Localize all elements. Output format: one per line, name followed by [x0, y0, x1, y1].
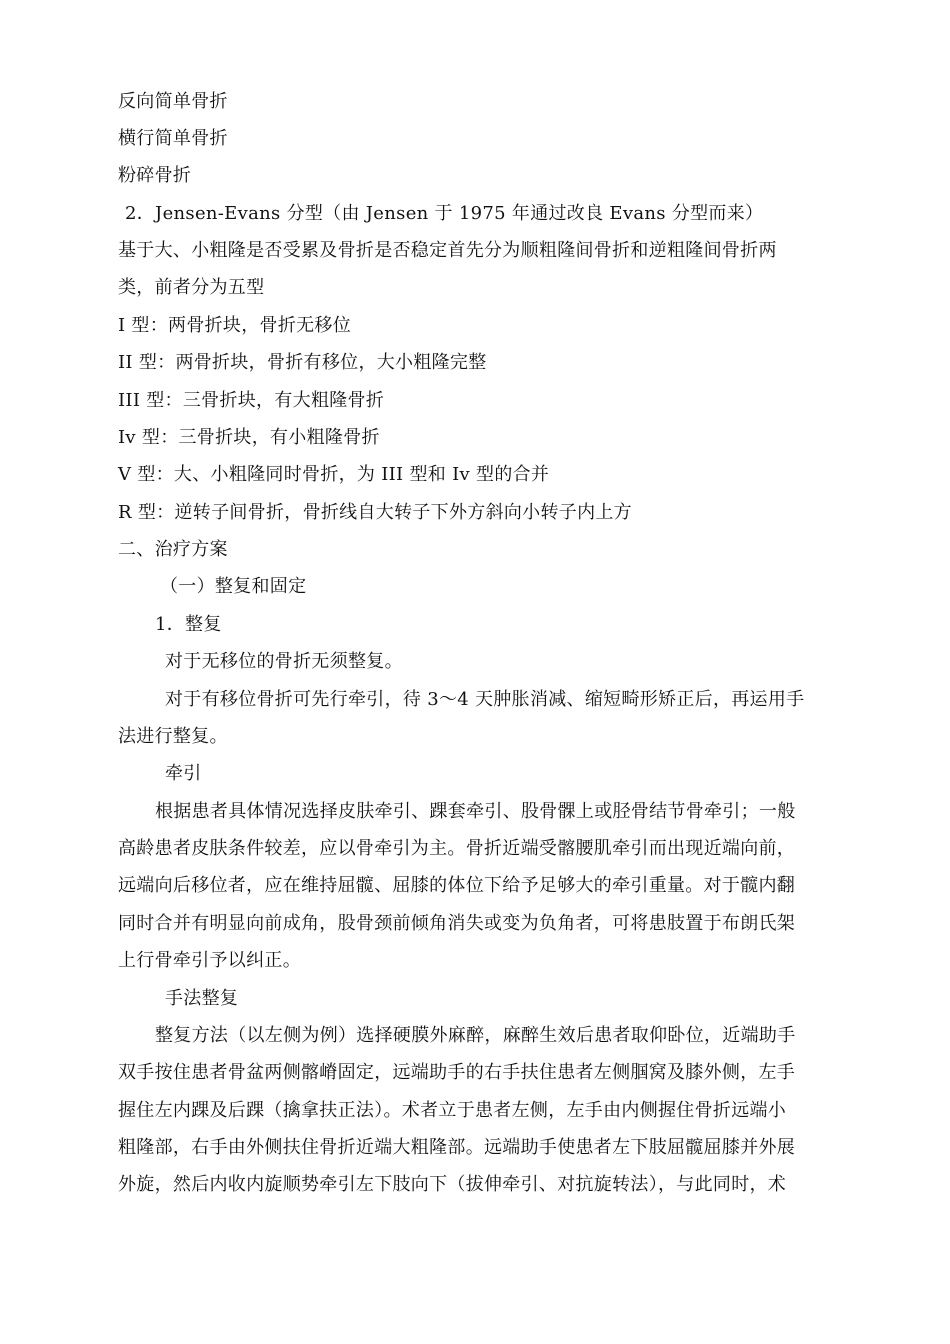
text-line: 法进行整复。	[118, 726, 228, 747]
subsection-heading: 牵引	[165, 763, 202, 784]
text-line: 对于有移位骨折可先行牵引，待 3～4 天肿胀消减、缩短畸形矫正后，再运用手	[165, 689, 805, 710]
text-line: 反向简单骨折	[118, 91, 228, 112]
text-line: 外旋，然后内收内旋顺势牵引左下肢向下（拔伸牵引、对抗旋转法），与此同时，术	[118, 1174, 787, 1195]
text-line: 同时合并有明显向前成角，股骨颈前倾角消失或变为负角者，可将患肢置于布朗氏架	[118, 913, 796, 934]
text-line: 上行骨牵引予以纠正。	[118, 950, 301, 971]
text-line: 横行简单骨折	[118, 128, 228, 149]
list-item: Iv 型：三骨折块，有小粗隆骨折	[118, 427, 380, 448]
section-heading: 2．Jensen-Evans 分型（由 Jensen 于 1975 年通过改良 Evans 分型而来）	[125, 203, 764, 224]
text-line: 双手按住患者骨盆两侧髂嵴固定，远端助手的右手扶住患者左侧腘窝及膝外侧，左手	[118, 1062, 796, 1083]
list-item: I 型：两骨折块，骨折无移位	[118, 315, 352, 336]
text-line: 基于大、小粗隆是否受累及骨折是否稳定首先分为顺粗隆间骨折和逆粗隆间骨折两	[118, 240, 777, 261]
text-line: 粉碎骨折	[118, 165, 192, 186]
text-line: 握住左内踝及后踝（擒拿扶正法）。术者立于患者左侧，左手由内侧握住骨折远端小	[118, 1100, 787, 1121]
subsection-heading: 手法整复	[165, 988, 239, 1009]
list-item: R 型：逆转子间骨折，骨折线自大转子下外方斜向小转子内上方	[118, 502, 632, 523]
list-item: III 型：三骨折块，有大粗隆骨折	[118, 390, 385, 411]
subsection-heading: 1．整复	[155, 614, 222, 635]
text-line: 整复方法（以左侧为例）选择硬膜外麻醉，麻醉生效后患者取仰卧位，近端助手	[155, 1025, 796, 1046]
subsection-heading: （一）整复和固定	[160, 576, 307, 597]
text-line: 类，前者分为五型	[118, 277, 265, 298]
text-line: 远端向后移位者，应在维持屈髋、屈膝的体位下给予足够大的牵引重量。对于髋内翻	[118, 875, 796, 896]
text-line: 对于无移位的骨折无须整复。	[165, 651, 403, 672]
text-line: 高龄患者皮肤条件较差，应以骨牵引为主。骨折近端受髂腰肌牵引而出现近端向前，	[118, 838, 796, 859]
list-item: II 型：两骨折块，骨折有移位，大小粗隆完整	[118, 352, 487, 373]
text-line: 根据患者具体情况选择皮肤牵引、踝套牵引、股骨髁上或胫骨结节骨牵引；一般	[155, 801, 796, 822]
text-line: 粗隆部，右手由外侧扶住骨折近端大粗隆部。远端助手使患者左下肢屈髋屈膝并外展	[118, 1137, 796, 1158]
list-item: V 型：大、小粗隆同时骨折，为 III 型和 Iv 型的合并	[118, 464, 550, 485]
section-heading: 二、治疗方案	[118, 539, 228, 560]
